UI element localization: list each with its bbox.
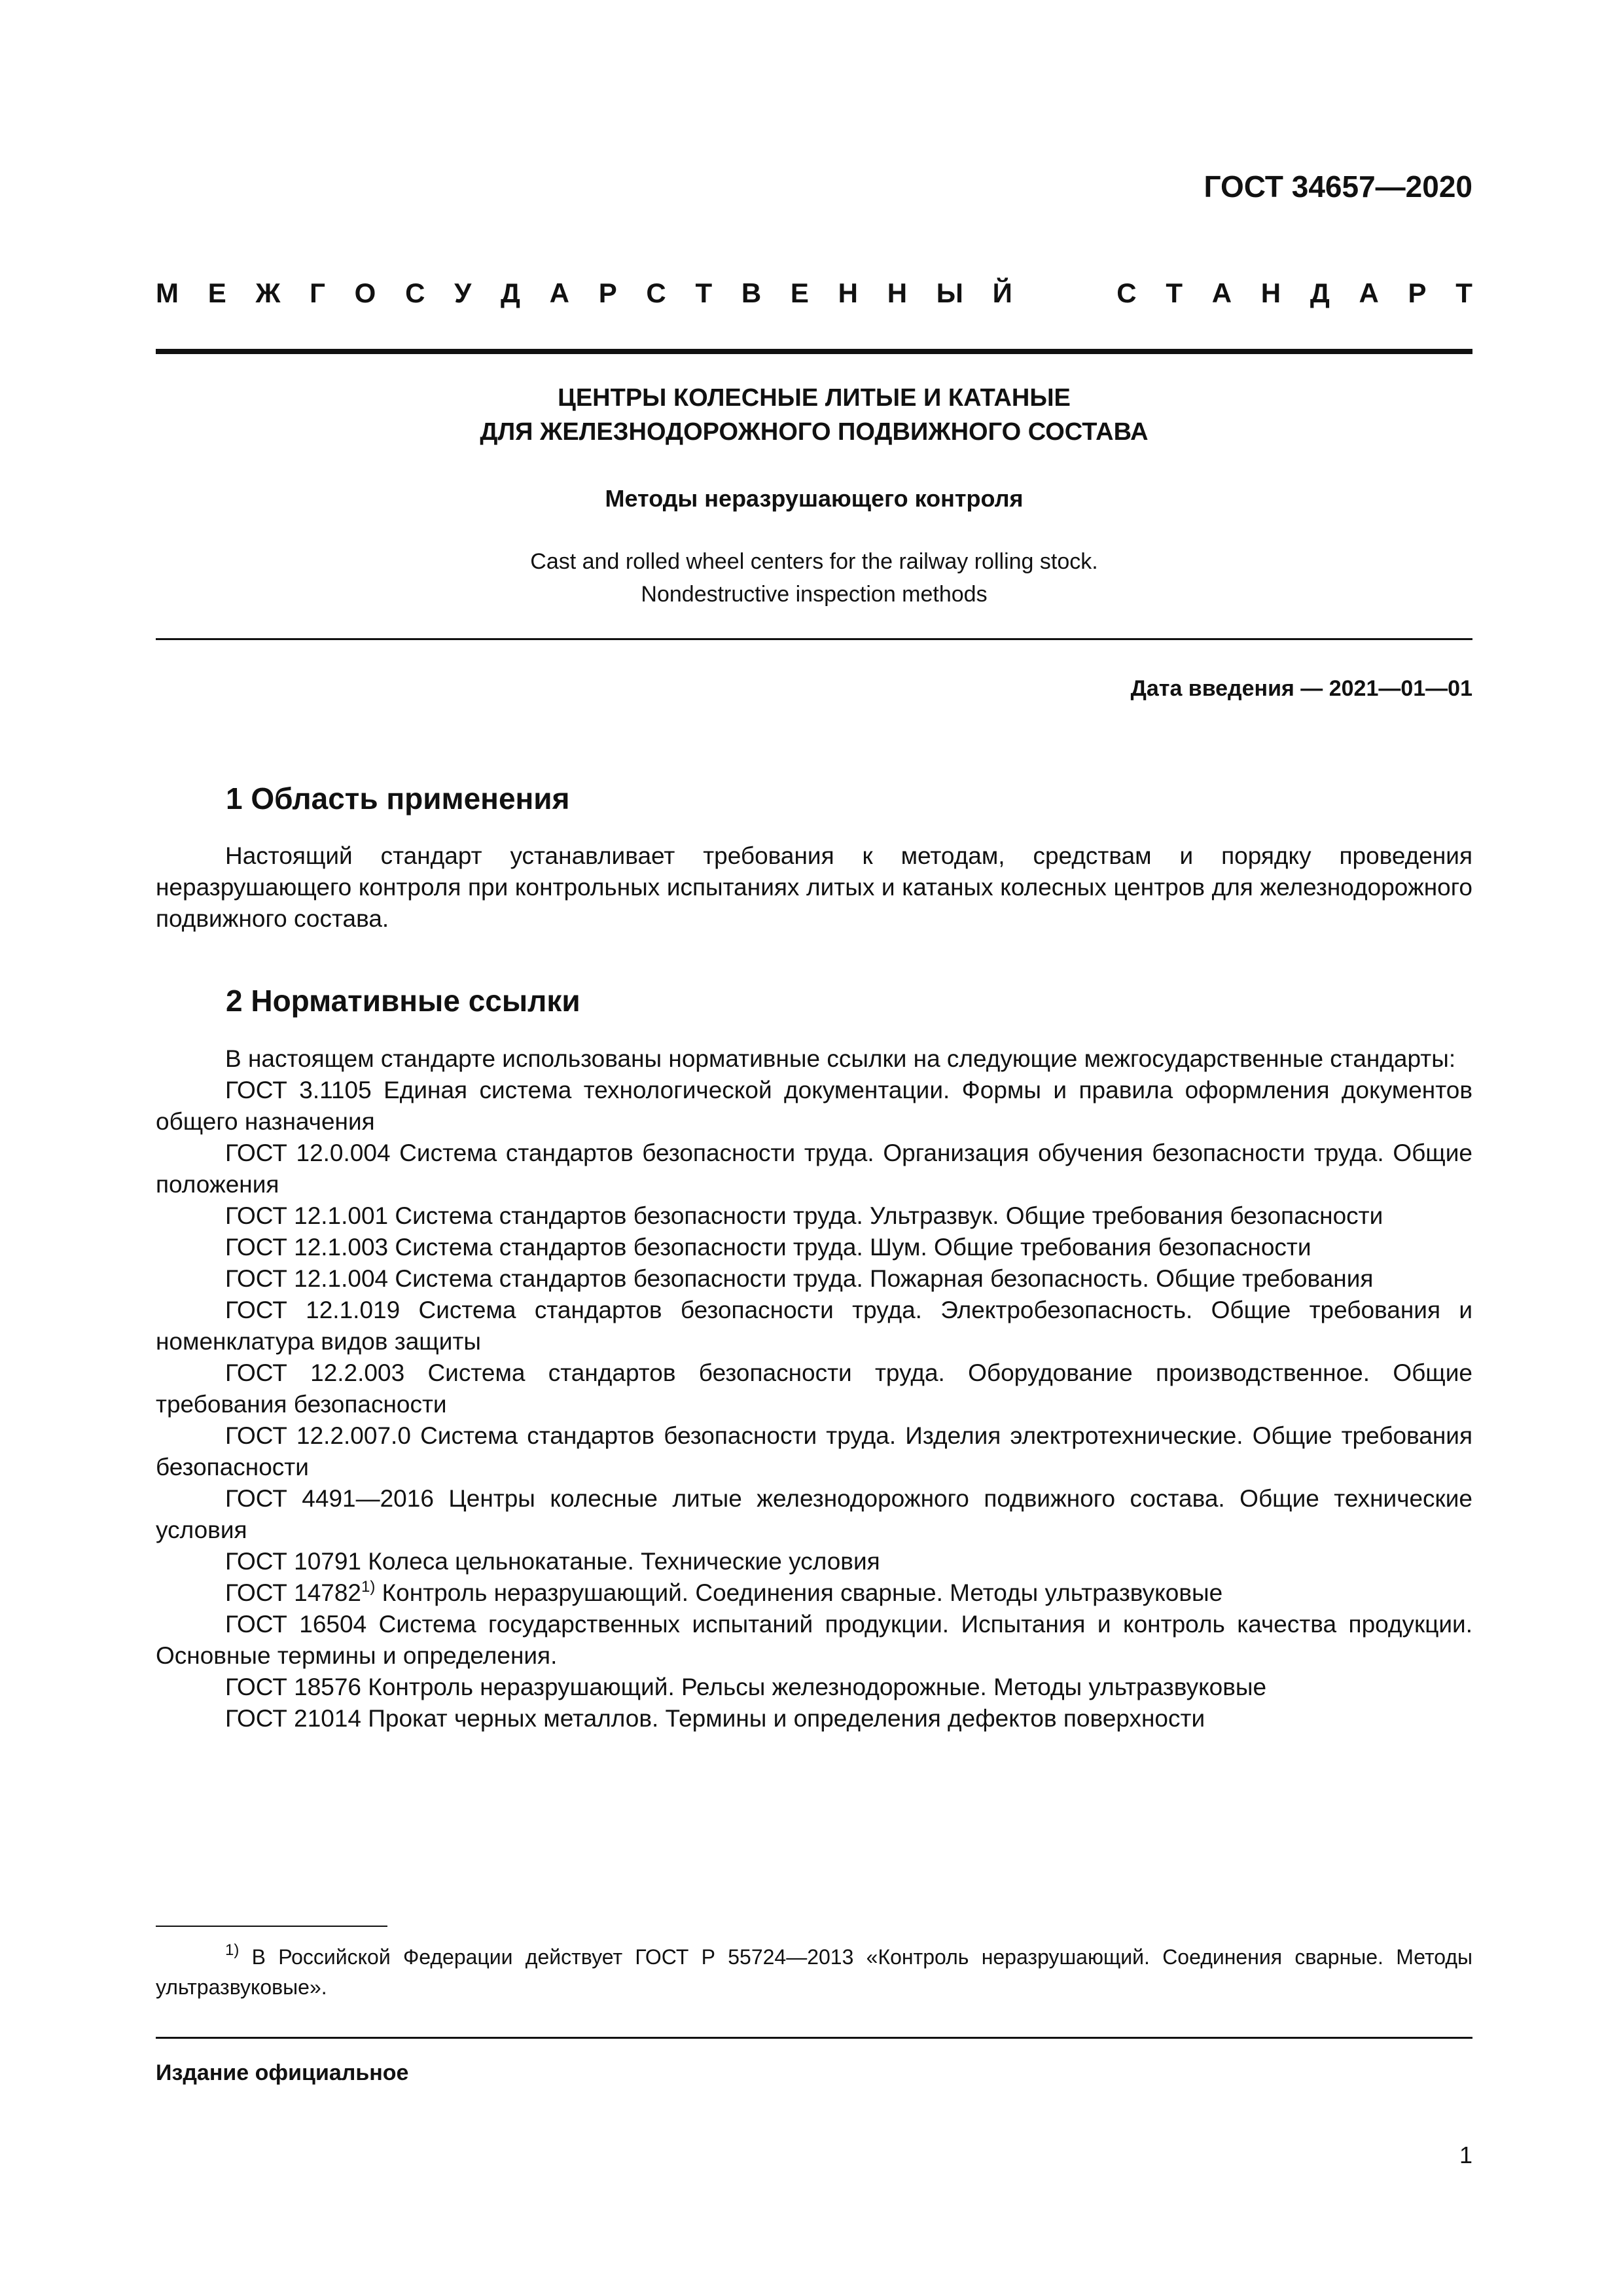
banner-letter: Т	[1455, 278, 1472, 308]
interstate-standard-banner	[156, 275, 1472, 312]
banner-letter: Д	[1310, 278, 1330, 308]
reference-item: ГОСТ 12.1.019 Система стандартов безопасности труда. Электробезопасность. Общие требования и номенклатура видов защиты	[156, 1297, 1472, 1355]
reference-item: ГОСТ 12.1.001 Система стандартов безопасности труда. Ультразвук. Общие требования безопасности	[225, 1202, 1383, 1229]
banner-letter: Ж	[255, 278, 281, 308]
section-2-intro: В настоящем стандарте использованы нормативные ссылки на следующие межгосударственные стандарты:	[225, 1045, 1456, 1072]
footnote-body: В Российской Федерации действует ГОСТ Р 55724—2013 «Контроль неразрушающий. Соединения сварные. Методы ультразвуковые».	[156, 1945, 1472, 1999]
document-title	[156, 381, 1472, 449]
reference-item: ГОСТ 12.1.003 Система стандартов безопасности труда. Шум. Общие требования безопасности	[225, 1234, 1311, 1261]
title-line-1: ЦЕНТРЫ КОЛЕСНЫЕ ЛИТЫЕ И КАТАНЫЕ	[558, 384, 1071, 412]
banner-letter: О	[354, 278, 376, 308]
banner-letter: Д	[500, 278, 520, 308]
reference-item: ГОСТ 16504 Система государственных испытаний продукции. Испытания и контроль качества продукции. Основные термины и определения.	[156, 1611, 1472, 1669]
section-1-text: Настоящий стандарт устанавливает требования к методам, средствам и порядку проведения неразрушающего контроля при контрольных испытаниях литых и катаных колесных центров для железнодорожного подвижного состава.	[156, 842, 1472, 932]
title-rule	[156, 638, 1472, 640]
official-edition-label: Издание официальное	[156, 2060, 409, 2085]
standard-code: ГОСТ 34657—2020	[1204, 170, 1472, 204]
banner-letter: А	[1211, 278, 1232, 308]
reference-item: ГОСТ 4491—2016 Центры колесные литые железнодорожного подвижного состава. Общие технические условия	[156, 1485, 1472, 1543]
banner-letter: Е	[207, 278, 226, 308]
references-list	[156, 1075, 1472, 1577]
english-title-line-1: Cast and rolled wheel centers for the railway rolling stock.	[530, 549, 1098, 574]
banner-letter: Й	[992, 278, 1012, 308]
reference-code: ГОСТ 14782	[225, 1579, 361, 1606]
footnote-rule	[156, 1926, 387, 1927]
banner-letter: Т	[695, 278, 713, 308]
reference-item	[156, 1577, 1472, 1609]
reference-item: ГОСТ 3.1105 Единая система технологической документации. Формы и правила оформления документов общего назначения	[156, 1077, 1472, 1135]
banner-letter: Н	[838, 278, 858, 308]
banner-letter: Ы	[936, 278, 963, 308]
banner-letter: Н	[1260, 278, 1281, 308]
header-rule	[156, 349, 1472, 354]
section-1-body	[156, 840, 1472, 935]
references-list-continued	[156, 1609, 1472, 1734]
introduction-date: Дата введения — 2021—01—01	[1130, 676, 1472, 701]
footnote	[156, 1942, 1472, 2002]
page-number: 1	[1459, 2142, 1472, 2168]
banner-letter: Р	[598, 278, 617, 308]
english-title	[156, 545, 1472, 611]
banner-letter: С	[646, 278, 666, 308]
english-title-line-2: Nondestructive inspection methods	[641, 582, 988, 607]
banner-letter: Т	[1166, 278, 1183, 308]
reference-title: Контроль неразрушающий. Соединения сварные. Методы ультразвуковые	[375, 1579, 1223, 1606]
banner-letter: В	[741, 278, 762, 308]
reference-item: ГОСТ 12.2.003 Система стандартов безопасности труда. Оборудование производственное. Общие требования безопасности	[156, 1359, 1472, 1418]
footnote-mark: 1)	[225, 1941, 240, 1959]
document-subtitle: Методы неразрушающего контроля	[605, 485, 1024, 512]
banner-letter: С	[1116, 278, 1137, 308]
banner-letter: С	[405, 278, 425, 308]
reference-item: ГОСТ 21014 Прокат черных металлов. Термины и определения дефектов поверхности	[225, 1705, 1205, 1732]
reference-item: ГОСТ 10791 Колеса цельнокатаные. Технические условия	[225, 1548, 880, 1575]
banner-letter: Е	[790, 278, 809, 308]
banner-letter: Г	[310, 278, 325, 308]
footnote-text	[156, 1942, 1472, 2002]
section-2-body	[156, 1043, 1472, 1734]
banner-letter: А	[1359, 278, 1379, 308]
banner-letter: Н	[887, 278, 908, 308]
section-1-heading: 1 Область применения	[226, 781, 570, 816]
reference-item: ГОСТ 12.1.004 Система стандартов безопасности труда. Пожарная безопасность. Общие требования	[225, 1265, 1374, 1292]
banner-letter: М	[156, 278, 179, 308]
reference-item: ГОСТ 12.2.007.0 Система стандартов безопасности труда. Изделия электротехнические. Общие требования безопасности	[156, 1422, 1472, 1480]
title-line-2: ДЛЯ ЖЕЛЕЗНОДОРОЖНОГО ПОДВИЖНОГО СОСТАВА	[480, 418, 1149, 446]
footnote-marker: 1)	[361, 1578, 376, 1596]
banner-letter: У	[454, 278, 472, 308]
banner-letter: А	[549, 278, 569, 308]
reference-item: ГОСТ 18576 Контроль неразрушающий. Рельсы железнодорожные. Методы ультразвуковые	[225, 1674, 1267, 1700]
section-2-heading: 2 Нормативные ссылки	[226, 984, 580, 1018]
footer-rule	[156, 2037, 1472, 2039]
reference-item: ГОСТ 12.0.004 Система стандартов безопасности труда. Организация обучения безопасности труда. Общие положения	[156, 1139, 1472, 1198]
banner-letter: Р	[1408, 278, 1427, 308]
